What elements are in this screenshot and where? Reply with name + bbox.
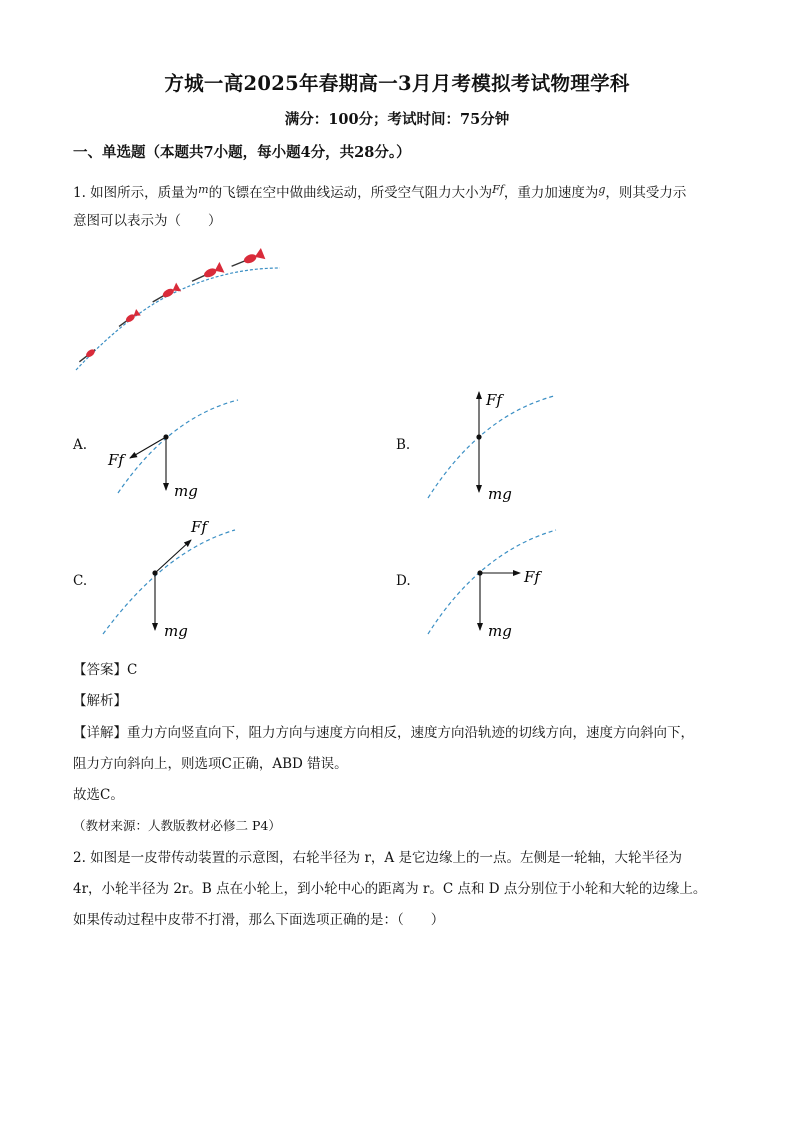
q2-stem-line3: 如果传动过程中皮带不打滑，那么下面选项正确的是：（ ） bbox=[73, 912, 445, 928]
gravity-label: mg bbox=[488, 622, 512, 640]
friction-label: Ff bbox=[191, 518, 207, 536]
q2-stem-line2: 4r，小轮半径为 2r。B 点在小轮上，到小轮中心的距离为 r。C 点和 D 点分别位于小轮和大轮的边缘上。 bbox=[73, 881, 707, 897]
q1-answer: 【答案】C bbox=[73, 662, 138, 678]
option-b-label: B. bbox=[396, 437, 411, 453]
q1-stem-line1: 1. 如图所示，质量为$^m$的飞镖在空中做曲线运动，所受空气阻力大小为$^{Ff}$，重力加速度为$^g$，则其受力示 bbox=[73, 183, 687, 201]
friction-label: Ff bbox=[524, 568, 540, 586]
q1-stem-line2: 意图可以表示为（ ） bbox=[73, 213, 222, 229]
gravity-label: mg bbox=[174, 482, 198, 500]
q1-analysis-heading: 【解析】 bbox=[73, 693, 127, 709]
option-c-diagram bbox=[95, 512, 250, 642]
page-title: 方城一高2025年春期高一3月月考模拟考试物理学科 bbox=[164, 72, 630, 95]
q1-detail-line1: 【详解】重力方向竖直向下，阻力方向与速度方向相反，速度方向沿轨迹的切线方向，速度方向斜向下， bbox=[73, 725, 694, 741]
trajectory-curve bbox=[76, 268, 280, 370]
option-b-diagram bbox=[420, 388, 570, 506]
q1-source: （教材来源：人教版教材必修二 P4） bbox=[73, 818, 281, 833]
gravity-label: mg bbox=[164, 622, 188, 640]
dart-icon bbox=[117, 309, 141, 330]
option-d-label: D. bbox=[396, 573, 411, 589]
friction-label: Ff bbox=[108, 451, 124, 469]
dart-icon bbox=[229, 248, 265, 272]
gravity-label: mg bbox=[488, 485, 512, 503]
dart-icon bbox=[190, 262, 225, 287]
section-heading: 一、单选题（本题共7小题，每小题4分，共28分。） bbox=[73, 144, 411, 161]
dart-icon bbox=[150, 283, 181, 307]
q1-detail-line2: 阻力方向斜向上，则选项C正确，ABD 错误。 bbox=[73, 756, 348, 772]
exam-info: 满分：100分；考试时间：75分钟 bbox=[284, 111, 510, 128]
q2-stem-line1: 2. 如图是一皮带传动装置的示意图，右轮半径为 r，A 是它边缘上的一点。左侧是一轮轴，大轮半径为 bbox=[73, 850, 682, 866]
option-a-label: A. bbox=[73, 437, 88, 453]
friction-label: Ff bbox=[486, 391, 502, 409]
option-a-diagram bbox=[100, 395, 250, 505]
dart-icon bbox=[78, 347, 97, 364]
dart-trajectory-figure bbox=[70, 240, 290, 380]
option-d-diagram bbox=[420, 520, 570, 642]
q1-conclusion: 故选C。 bbox=[73, 787, 124, 803]
option-c-label: C. bbox=[73, 573, 88, 589]
